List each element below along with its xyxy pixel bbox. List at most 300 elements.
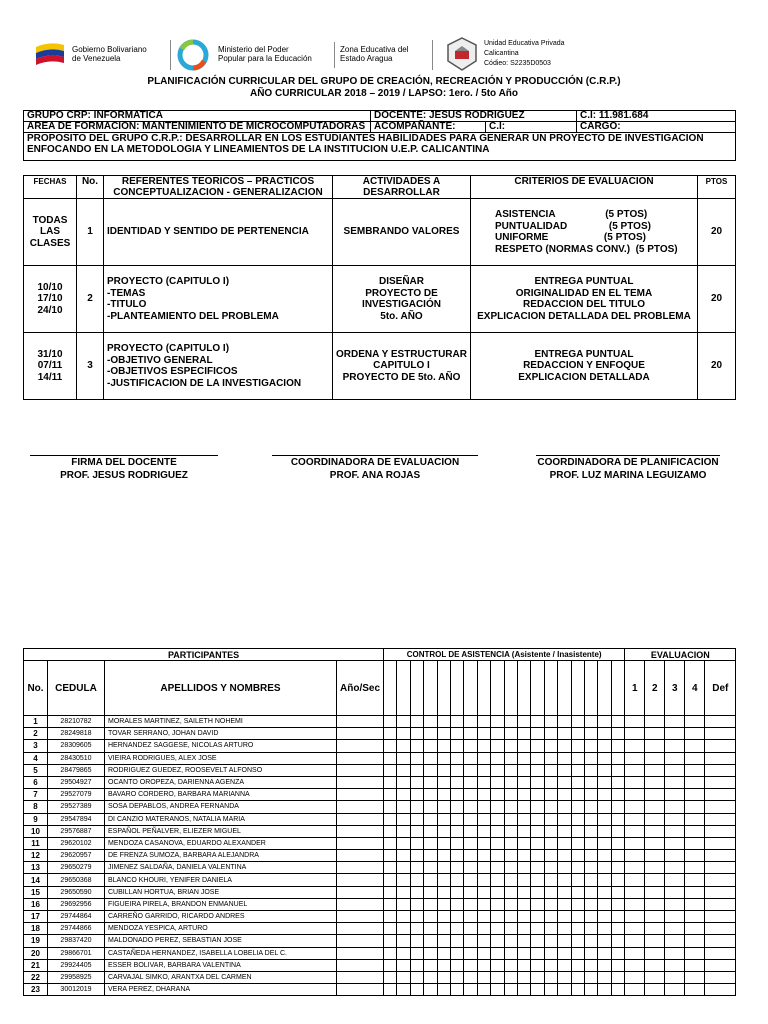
attendance-cell	[424, 886, 437, 898]
attendance-cell	[397, 886, 410, 898]
student-no: 15	[24, 886, 48, 898]
attendance-cell	[410, 728, 423, 740]
eval-cell	[645, 728, 665, 740]
attendance-cell	[611, 813, 625, 825]
attendance-cell	[598, 825, 611, 837]
attendance-cell	[437, 911, 450, 923]
attendance-cell	[410, 971, 423, 983]
attendance-cell	[571, 728, 584, 740]
attendance-cell	[558, 837, 571, 849]
attendance-cell	[451, 813, 464, 825]
attendance-cell	[504, 984, 517, 996]
attendance-cell	[544, 911, 557, 923]
attendance-cell	[464, 874, 477, 886]
eval-cell	[665, 837, 685, 849]
attendance-cell	[571, 764, 584, 776]
eval-cell	[665, 752, 685, 764]
table-row	[24, 801, 736, 813]
student-no: 5	[24, 764, 48, 776]
attendance-cell	[424, 984, 437, 996]
attendance-cell	[451, 947, 464, 959]
eval-cell	[625, 789, 645, 801]
attendance-cell	[544, 971, 557, 983]
attendance-cell	[544, 813, 557, 825]
table-row	[24, 959, 736, 971]
attendance-cell	[397, 850, 410, 862]
attendance-cell	[384, 874, 397, 886]
attendance-cell	[384, 923, 397, 935]
attendance-cell	[437, 959, 450, 971]
table-row	[24, 837, 736, 849]
eval-cell	[705, 716, 736, 728]
col-no: No.	[77, 176, 104, 199]
document-title: PLANIFICACIÓN CURRICULAR DEL GRUPO DE CREACIÓN, RECREACIÓN Y PRODUCCIÓN (C.R.P.) AÑO CURRICULAR 2018 – 2019 / LAPSO: 1ero. / 5to Año	[147, 76, 621, 99]
attendance-cell	[451, 898, 464, 910]
attendance-cell	[451, 825, 464, 837]
attendance-cell	[437, 825, 450, 837]
attendance-cell	[544, 862, 557, 874]
attendance-cell	[437, 764, 450, 776]
table-row	[24, 752, 736, 764]
attendance-cell	[384, 862, 397, 874]
attendance-cell	[531, 898, 544, 910]
attendance-cell	[558, 776, 571, 788]
student-anosec	[337, 716, 384, 728]
attendance-cell	[477, 971, 490, 983]
attendance-cell	[491, 850, 504, 862]
student-name: HERNANDEZ SAGGESE, NICOLAS ARTURO	[105, 740, 337, 752]
student-name: JIMENEZ SALDAÑA, DANIELA VALENTINA	[105, 862, 337, 874]
attendance-cell	[611, 947, 625, 959]
attendance-cell	[571, 740, 584, 752]
zone-logo-text: Zona Educativa del Estado Aragua	[340, 45, 409, 63]
attendance-cell	[437, 850, 450, 862]
attendance-cell	[451, 789, 464, 801]
eval-cell	[705, 935, 736, 947]
attendance-cell	[384, 813, 397, 825]
attendance-cell	[598, 789, 611, 801]
eval-cell	[625, 776, 645, 788]
attendance-cell	[424, 789, 437, 801]
eval-cell	[665, 740, 685, 752]
attendance-cell	[571, 789, 584, 801]
attendance-cell	[517, 935, 530, 947]
attendance-cell	[504, 789, 517, 801]
student-anosec	[337, 984, 384, 996]
attendance-cell	[544, 837, 557, 849]
attendance-cell	[424, 850, 437, 862]
eval-cell	[665, 984, 685, 996]
attendance-cell	[464, 971, 477, 983]
attendance-cell	[451, 959, 464, 971]
attendance-cell	[451, 911, 464, 923]
attendance-cell	[584, 752, 597, 764]
attendance-cell	[384, 947, 397, 959]
eval-cell	[705, 764, 736, 776]
eval-cell	[705, 837, 736, 849]
attendance-cell	[517, 728, 530, 740]
attendance-cell	[424, 728, 437, 740]
attendance-cell	[424, 959, 437, 971]
student-no: 10	[24, 825, 48, 837]
student-cedula: 29504927	[48, 776, 105, 788]
eval-cell	[665, 911, 685, 923]
attendance-cell	[491, 971, 504, 983]
participantes-header: PARTICIPANTES	[24, 649, 384, 661]
eval-cell	[665, 862, 685, 874]
attendance-cell	[437, 947, 450, 959]
attendance-cell	[558, 911, 571, 923]
student-anosec	[337, 874, 384, 886]
attendance-cell	[611, 716, 625, 728]
student-name: TOVAR SERRANO, JOHAN DAVID	[105, 728, 337, 740]
attendance-cell	[517, 716, 530, 728]
attendance-cell	[531, 728, 544, 740]
student-cedula: 28210782	[48, 716, 105, 728]
eval-cell	[645, 740, 665, 752]
student-no: 2	[24, 728, 48, 740]
eval-cell	[625, 716, 645, 728]
attendance-cell	[491, 923, 504, 935]
attendance-cell	[531, 752, 544, 764]
student-anosec	[337, 789, 384, 801]
col-actividades: ACTIVIDADES A DESARROLLAR	[333, 176, 471, 199]
eval-col-header: 1	[625, 661, 645, 716]
eval-cell	[625, 728, 645, 740]
attendance-cell	[531, 837, 544, 849]
student-name: CARVAJAL SIMKO, ARANTXA DEL CARMEN	[105, 971, 337, 983]
eval-cell	[645, 716, 665, 728]
eval-cell	[705, 813, 736, 825]
eval-cell	[665, 813, 685, 825]
attendance-cell	[584, 874, 597, 886]
eval-cell	[685, 728, 705, 740]
attendance-cell	[464, 935, 477, 947]
attendance-cell	[397, 728, 410, 740]
attendance-cell	[611, 959, 625, 971]
attendance-cell	[611, 837, 625, 849]
attendance-cell	[491, 716, 504, 728]
attendance-cell	[397, 898, 410, 910]
eval-cell	[665, 947, 685, 959]
attendance-cell	[397, 813, 410, 825]
attendance-cell	[451, 923, 464, 935]
student-anosec	[337, 825, 384, 837]
eval-cell	[705, 947, 736, 959]
attendance-cell	[504, 947, 517, 959]
attendance-cell	[584, 740, 597, 752]
school-logo-text: Unidad Educativa Privada Calicantina Códieo: S2235D0503	[484, 40, 565, 67]
student-anosec	[337, 837, 384, 849]
attendance-cell	[424, 898, 437, 910]
student-anosec	[337, 813, 384, 825]
student-cedula: 29527389	[48, 801, 105, 813]
ci-cell: C.I:	[486, 122, 577, 133]
attendance-cell	[517, 740, 530, 752]
eval-cell	[685, 911, 705, 923]
attendance-cell	[544, 898, 557, 910]
attendance-cell	[531, 923, 544, 935]
attendance-cell	[464, 837, 477, 849]
attendance-cell	[598, 959, 611, 971]
student-no: 8	[24, 801, 48, 813]
attendance-cell	[598, 850, 611, 862]
attendance-cell	[584, 776, 597, 788]
attendance-cell	[451, 874, 464, 886]
attendance-cell	[384, 911, 397, 923]
attendance-cell	[410, 862, 423, 874]
attendance-cell	[491, 752, 504, 764]
eval-cell	[705, 752, 736, 764]
table-row	[24, 776, 736, 788]
plan-row: TODAS LAS CLASES 1 IDENTIDAD Y SENTIDO DE PERTENENCIA SEMBRANDO VALORES ASISTENCIA (5 PTOS) PUNTUALIDAD (5 PTOS) UNIFORME (5 PTOS) RESPETO (NORMAS CONV.) (5 PTOS) 20	[24, 199, 736, 266]
attendance-cell	[384, 971, 397, 983]
eval-cell	[625, 740, 645, 752]
attendance-cell	[611, 984, 625, 996]
table-row	[24, 764, 736, 776]
student-cedula: 29527079	[48, 789, 105, 801]
attendance-cell	[598, 886, 611, 898]
eval-cell	[705, 789, 736, 801]
attendance-cell	[504, 825, 517, 837]
attendance-cell	[451, 776, 464, 788]
table-row	[24, 971, 736, 983]
eval-cell	[645, 959, 665, 971]
table-row	[24, 984, 736, 996]
attendance-cell	[410, 911, 423, 923]
venezuela-flag-logo	[34, 41, 66, 67]
eval-col-header: 4	[685, 661, 705, 716]
eval-cell	[685, 959, 705, 971]
attendance-cell	[491, 789, 504, 801]
attendance-cell	[410, 874, 423, 886]
ci-docente-cell: C.I: 11.981.684	[577, 111, 736, 122]
attendance-cell	[491, 825, 504, 837]
attendance-cell	[584, 789, 597, 801]
attendance-cell	[410, 947, 423, 959]
eval-cell	[645, 935, 665, 947]
attendance-cell	[397, 862, 410, 874]
col-referentes: REFERENTES TEORICOS – PRACTICOS CONCEPTUALIZACION - GENERALIZACION	[104, 176, 333, 199]
eval-cell	[645, 874, 665, 886]
attendance-cell	[491, 728, 504, 740]
attendance-cell	[491, 801, 504, 813]
attendance-cell	[571, 837, 584, 849]
attendance-cell	[437, 984, 450, 996]
eval-cell	[705, 740, 736, 752]
eval-cell	[625, 764, 645, 776]
attendance-cell	[437, 923, 450, 935]
attendance-cell	[384, 789, 397, 801]
attendance-header-cell	[531, 661, 544, 716]
attendance-cell	[584, 935, 597, 947]
attendance-cell	[464, 801, 477, 813]
attendance-cell	[410, 801, 423, 813]
attendance-header-cell	[611, 661, 625, 716]
ministry-logo-text: Ministerio del Poder Popular para la Educación	[218, 45, 312, 63]
attendance-cell	[611, 789, 625, 801]
eval-col-header: Def	[705, 661, 736, 716]
attendance-cell	[491, 947, 504, 959]
attendance-cell	[571, 776, 584, 788]
student-name: VIEIRA RODRIGUES, ALEX JOSE	[105, 752, 337, 764]
attendance-cell	[384, 716, 397, 728]
student-no: 4	[24, 752, 48, 764]
attendance-cell	[477, 850, 490, 862]
attendance-cell	[517, 825, 530, 837]
attendance-cell	[544, 776, 557, 788]
eval-cell	[645, 837, 665, 849]
attendance-cell	[464, 862, 477, 874]
attendance-cell	[397, 984, 410, 996]
attendance-cell	[584, 911, 597, 923]
attendance-cell	[410, 959, 423, 971]
attendance-cell	[531, 716, 544, 728]
student-anosec	[337, 886, 384, 898]
attendance-cell	[558, 728, 571, 740]
eval-cell	[705, 801, 736, 813]
eval-cell	[685, 862, 705, 874]
attendance-cell	[611, 886, 625, 898]
attendance-cell	[477, 740, 490, 752]
attendance-cell	[558, 984, 571, 996]
eval-cell	[625, 923, 645, 935]
eval-cell	[705, 862, 736, 874]
attendance-cell	[558, 898, 571, 910]
attendance-cell	[397, 971, 410, 983]
attendance-cell	[410, 850, 423, 862]
attendance-cell	[531, 740, 544, 752]
attendance-cell	[558, 716, 571, 728]
student-cedula: 29692956	[48, 898, 105, 910]
attendance-cell	[477, 837, 490, 849]
eval-cell	[645, 923, 665, 935]
attendance-cell	[384, 837, 397, 849]
table-row	[24, 935, 736, 947]
attendance-cell	[477, 898, 490, 910]
attendance-cell	[397, 911, 410, 923]
attendance-cell	[584, 959, 597, 971]
attendance-cell	[544, 886, 557, 898]
attendance-cell	[531, 801, 544, 813]
eval-cell	[645, 971, 665, 983]
attendance-cell	[477, 862, 490, 874]
attendance-cell	[544, 740, 557, 752]
attendance-cell	[531, 862, 544, 874]
attendance-cell	[491, 874, 504, 886]
attendance-cell	[424, 776, 437, 788]
attendance-cell	[571, 935, 584, 947]
attendance-cell	[584, 862, 597, 874]
attendance-cell	[504, 971, 517, 983]
attendance-cell	[544, 789, 557, 801]
attendance-cell	[571, 959, 584, 971]
table-row	[24, 923, 736, 935]
attendance-cell	[477, 728, 490, 740]
eval-cell	[685, 740, 705, 752]
attendance-cell	[397, 764, 410, 776]
eval-cell	[625, 801, 645, 813]
attendance-cell	[477, 984, 490, 996]
attendance-cell	[571, 752, 584, 764]
attendance-cell	[584, 825, 597, 837]
student-name: ESSER BOLIVAR, BARBARA VALENTINA	[105, 959, 337, 971]
eval-cell	[645, 764, 665, 776]
attendance-cell	[491, 837, 504, 849]
table-row	[24, 911, 736, 923]
student-name: SOSA DEPABLOS, ANDREA FERNANDA	[105, 801, 337, 813]
student-name: CARREÑO GARRIDO, RICARDO ANDRES	[105, 911, 337, 923]
attendance-cell	[611, 862, 625, 874]
student-cedula: 30012019	[48, 984, 105, 996]
attendance-cell	[571, 947, 584, 959]
student-no: 13	[24, 862, 48, 874]
attendance-cell	[611, 825, 625, 837]
attendance-cell	[584, 801, 597, 813]
attendance-cell	[544, 728, 557, 740]
attendance-cell	[611, 728, 625, 740]
attendance-cell	[477, 886, 490, 898]
attendance-cell	[451, 716, 464, 728]
attendance-cell	[598, 984, 611, 996]
attendance-cell	[517, 984, 530, 996]
attendance-cell	[437, 935, 450, 947]
table-row	[24, 789, 736, 801]
attendance-header-cell	[571, 661, 584, 716]
eval-cell	[625, 825, 645, 837]
student-name: MENDOZA CASANOVA, EDUARDO ALEXANDER	[105, 837, 337, 849]
attendance-cell	[571, 886, 584, 898]
attendance-cell	[517, 911, 530, 923]
attendance-cell	[544, 959, 557, 971]
student-anosec	[337, 862, 384, 874]
student-name: MORALES MARTINEZ, SAILETH NOHEMI	[105, 716, 337, 728]
eval-cell	[645, 776, 665, 788]
attendance-cell	[384, 740, 397, 752]
attendance-header-cell	[384, 661, 397, 716]
attendance-cell	[410, 776, 423, 788]
attendance-cell	[571, 716, 584, 728]
eval-cell	[625, 886, 645, 898]
attendance-cell	[464, 716, 477, 728]
control-header: CONTROL DE ASISTENCIA (Asistente / Inasistente)	[384, 649, 625, 661]
attendance-cell	[544, 947, 557, 959]
student-no: 14	[24, 874, 48, 886]
attendance-cell	[531, 935, 544, 947]
school-shield-logo	[446, 37, 478, 71]
eval-cell	[705, 728, 736, 740]
attendance-cell	[437, 789, 450, 801]
attendance-header-cell	[558, 661, 571, 716]
student-cedula: 29620102	[48, 837, 105, 849]
attendance-cell	[558, 752, 571, 764]
student-cedula: 29866701	[48, 947, 105, 959]
attendance-cell	[598, 728, 611, 740]
attendance-cell	[491, 764, 504, 776]
table-row	[24, 813, 736, 825]
attendance-cell	[544, 935, 557, 947]
attendance-cell	[571, 850, 584, 862]
attendance-cell	[410, 764, 423, 776]
info-table	[23, 110, 736, 161]
attendance-cell	[397, 789, 410, 801]
attendance-cell	[424, 837, 437, 849]
eval-cell	[685, 898, 705, 910]
table-row	[24, 862, 736, 874]
attendance-cell	[410, 898, 423, 910]
attendance-cell	[531, 825, 544, 837]
eval-cell	[665, 716, 685, 728]
